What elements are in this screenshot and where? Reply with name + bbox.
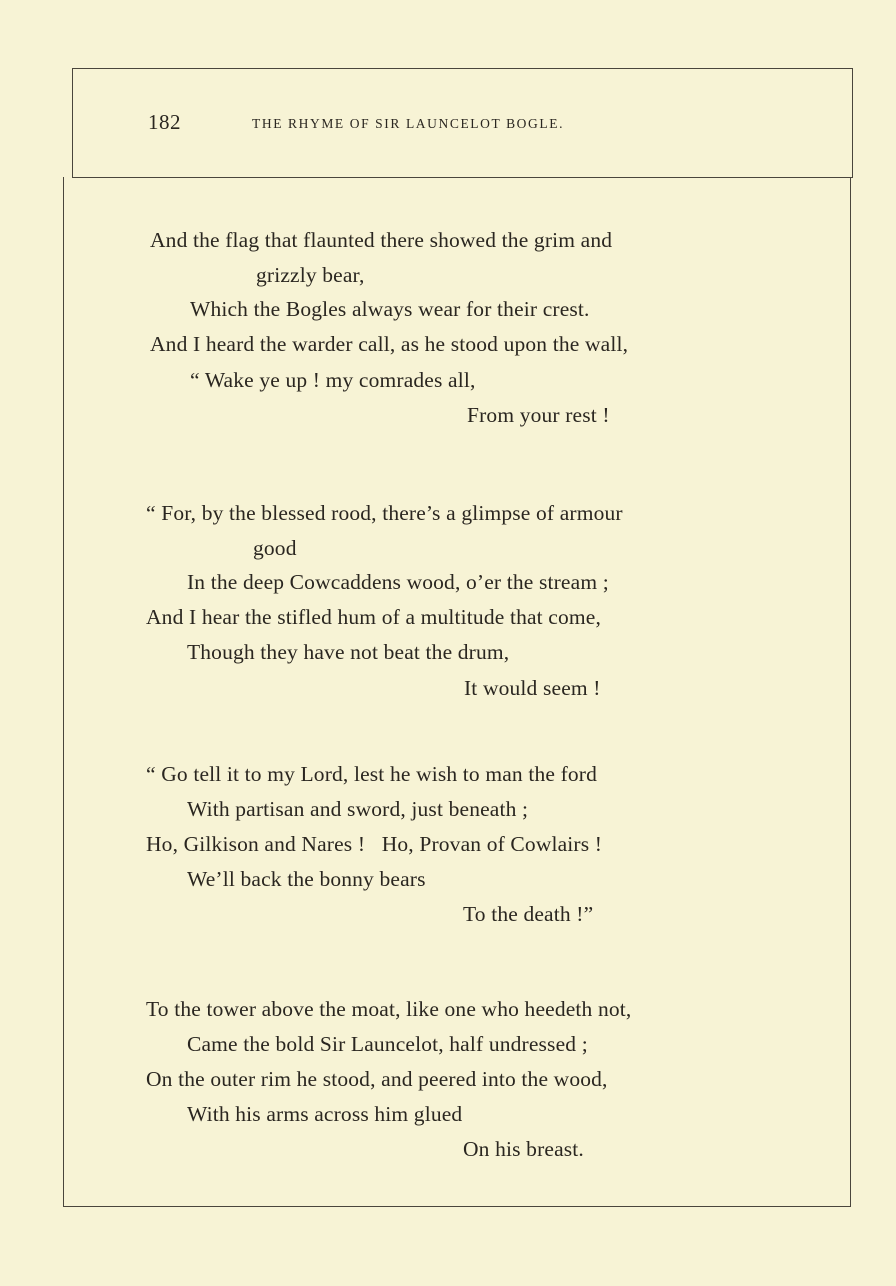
verse-line: On the outer rim he stood, and peered into the wood, [146,1067,608,1091]
frame-left-rule-upper [72,68,73,178]
verse-line: In the deep Cowcaddens wood, o’er the stream ; [187,570,609,594]
verse-line: grizzly bear, [256,263,365,287]
verse-line: It would seem ! [464,676,601,700]
verse-line: We’ll back the bonny bears [187,867,426,891]
verse-line: Ho, Gilkison and Nares ! Ho, Provan of Cowlairs ! [146,832,603,856]
verse-line: On his breast. [463,1137,584,1161]
running-title: THE RHYME OF SIR LAUNCELOT BOGLE. [252,116,565,131]
verse-line: “ Go tell it to my Lord, lest he wish to man the ford [146,762,598,786]
verse-line: To the death !” [463,902,594,926]
verse-line: “ Wake ye up ! my comrades all, [190,368,476,392]
verse-line: With his arms across him glued [187,1102,463,1126]
verse-line: Though they have not beat the drum, [187,640,510,664]
verse-line: From your rest ! [467,403,610,427]
verse-line: “ For, by the blessed rood, there’s a glimpse of armour [146,501,623,525]
verse-line: With partisan and sword, just beneath ; [187,797,529,821]
frame-left-rule-lower [63,177,64,1207]
verse-line: Came the bold Sir Launcelot, half undressed ; [187,1032,588,1056]
verse-line: To the tower above the moat, like one who heedeth not, [146,997,632,1021]
frame-top-rule [72,68,852,69]
verse-line: And the flag that flaunted there showed the grim and [150,228,613,252]
verse-line: good [253,536,297,560]
frame-right-rule-lower [850,177,851,1207]
verse-line: Which the Bogles always wear for their crest. [190,297,590,321]
verse-line: And I hear the stifled hum of a multitude that come, [146,605,601,629]
verse-line: And I heard the warder call, as he stood upon the wall, [150,332,629,356]
frame-right-rule-upper [852,68,853,178]
frame-bottom-rule [63,1206,850,1207]
header-rule [72,177,852,178]
page-number: 182 [148,110,181,134]
